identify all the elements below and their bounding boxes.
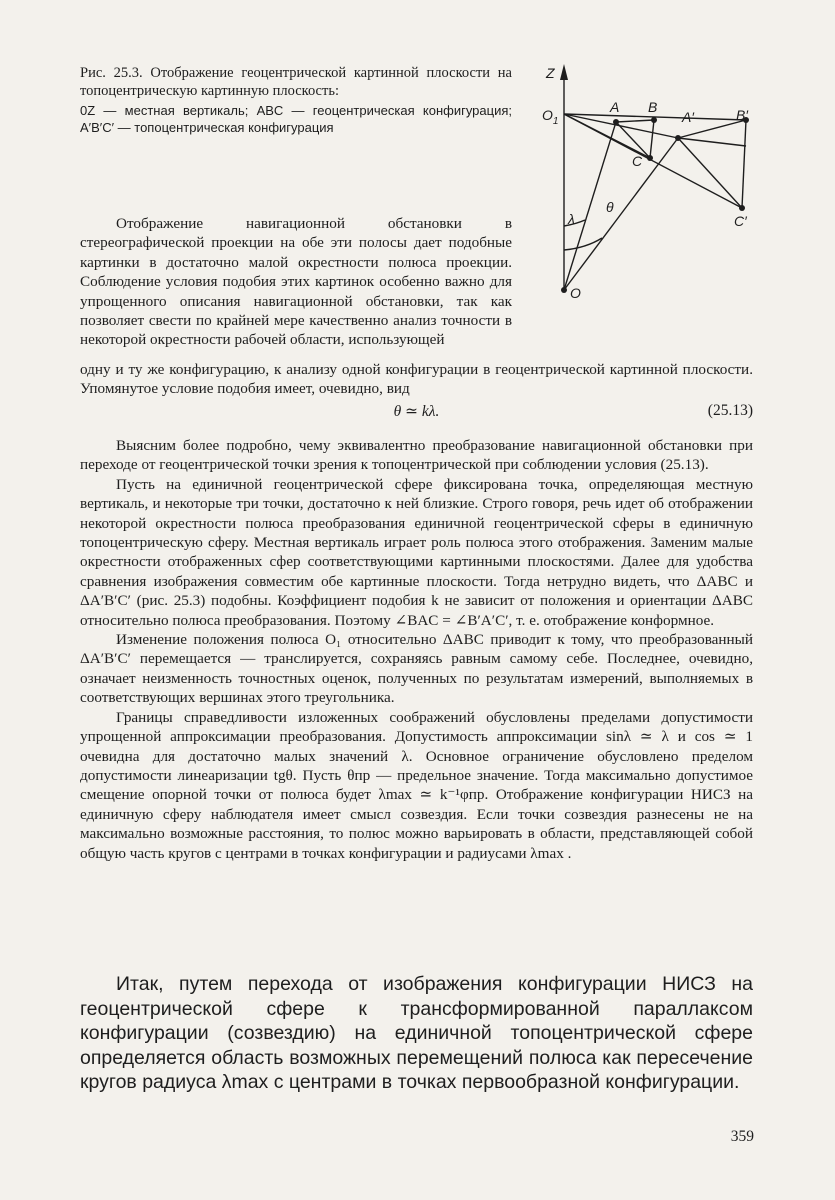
side-bc xyxy=(650,120,654,158)
conclusion-text: Итак, путем перехода от изображения конфигурации НИСЗ на геоцентрической сфере к трансформированной параллаксом конфигурации (созвездию) на единичной топоцентрической сфере определяется область возможных перемещений полюса как пересечение кругов радиуса λmax с центрами в точках первообразной конфигурации. xyxy=(80,973,753,1093)
body-text xyxy=(80,436,753,863)
point-c xyxy=(647,155,653,161)
label-o: O xyxy=(570,285,581,301)
paragraph: Изменение положения полюса O₁ относительно ΔABC приводит к тому, что преобразованный ΔA′B′C′ перемещается — транслируется, сохраняясь равным самому себе. Последнее, очевидно, означает неизменность точностных оценок, полученных по результатам измерений, выполняемых в соответствующих вершинах этого треугольника. xyxy=(80,631,753,707)
label-c: C xyxy=(632,153,643,169)
side-ab xyxy=(616,120,654,122)
point-a xyxy=(613,119,619,125)
intro-text: Отображение навигационной обстановки в стереографической проекции на обе эти полосы дает подобные картинки в достаточно малой окрестности полюса проекции. Соблюдение условия подобия этих картинок особенно важно для упрощенного описания навигационной обстановки, так как позволяет свести по крайней мере качественно анализ точности в некоторой окрестности рабочей области, использующей xyxy=(80,215,512,349)
label-theta: θ xyxy=(606,199,614,215)
figure-25-3-diagram xyxy=(530,58,770,308)
ray-o-a-prime xyxy=(564,138,678,290)
angle-theta-arc xyxy=(564,238,602,250)
equation-formula: θ ≃ kλ. xyxy=(393,403,440,420)
label-z: Z xyxy=(546,65,555,81)
label-lambda: λ xyxy=(568,211,575,227)
side-a-c-prime xyxy=(678,138,742,208)
z-axis-arrow xyxy=(560,64,568,80)
label-b: B xyxy=(648,99,658,115)
label-c-prime: C′ xyxy=(734,213,747,229)
equation-number: (25.13) xyxy=(707,402,753,419)
intro-continuation xyxy=(80,360,753,399)
intro-paragraph xyxy=(80,214,512,350)
paragraph: Границы справедливости изложенных соображений обусловлены пределами допустимости упрощенной аппроксимации преобразования. Допустимость аппроксимации sinλ ≃ λ и cos ≃ 1 очевидна для достаточно малых значений λ. Основное ограничение обусловлено пределом допустимости линеаризации tgθ. Пусть θпр — предельное значение. Тогда максимально допустимое смещение опорной точки от полюса будет λmax ≃ k⁻¹φпр. Отображение конфигурации НИСЗ на единичную сферу наблюдателя имеет смысл созвездия. Если точки созвездия разнесены не на максимально возможные расстояния, то полюс можно варьировать в области, представляющей собой общую часть кругов с центрами в точках конфигурации и радиусами λmax . xyxy=(80,708,753,862)
side-b-c-prime xyxy=(742,120,746,208)
paragraph: Пусть на единичной геоцентрической сфере фиксирована точка, определяющая местную вертикаль, и некоторые три точки, достаточно к ней близкие. Строго говоря, речь идет об отображении некоторой окрестности полюса преобразования единичной геоцентрической сферы в единичную топоцентрическую сферу. Местная вертикаль играет роль полюса этого отображения. Заменим малые окрестности отображенных сфер соответствующими картинными плоскостями. Далее для удобства сравнения изображения совместим обе картинные плоскости. Тогда нетрудно видеть, что ΔABC и ΔA′B′C′ (рис. 25.3) подобны. Коэффициент подобия k не зависит от положения и ориентации ΔABC относительно полюса преобразования. Поэтому ∠BAC = ∠B′A′C′, т. е. отображение конформное. xyxy=(80,475,753,629)
label-a: A xyxy=(610,99,620,115)
point-c-prime xyxy=(739,205,745,211)
intro-continuation-text: одну и ту же конфигурацию, к анализу одной конфигурации в геоцентрической картинной плоскости. Упомянутое условие подобия имеет, очевидно, вид xyxy=(80,361,753,398)
point-b xyxy=(651,117,657,123)
label-a-prime: A′ xyxy=(682,109,694,125)
figure-caption xyxy=(80,64,512,136)
page-number: 359 xyxy=(730,1128,754,1145)
label-b-prime: B′ xyxy=(736,107,748,123)
paragraph: Выясним более подробно, чему эквивалентно преобразование навигационной обстановки при переходе от геоцентрической точки зрения к топоцентрической при соблюдении условия (25.13). xyxy=(80,437,753,474)
caption-legend: 0Z — местная вертикаль; ABC — геоцентрическая конфигурация; A′B′C′ — топоцентрическая конфигурация xyxy=(80,103,512,135)
point-a-prime xyxy=(675,135,681,141)
label-o1: $O_1$ xyxy=(542,107,559,127)
side-b-tick xyxy=(678,138,746,146)
equation-25-13 xyxy=(80,402,753,424)
conclusion-paragraph xyxy=(80,972,753,1095)
point-o xyxy=(561,287,567,293)
caption-title: Рис. 25.3. Отображение геоцентрической картинной плоскости на топоцентрическую картинную плоскость: xyxy=(80,65,512,99)
